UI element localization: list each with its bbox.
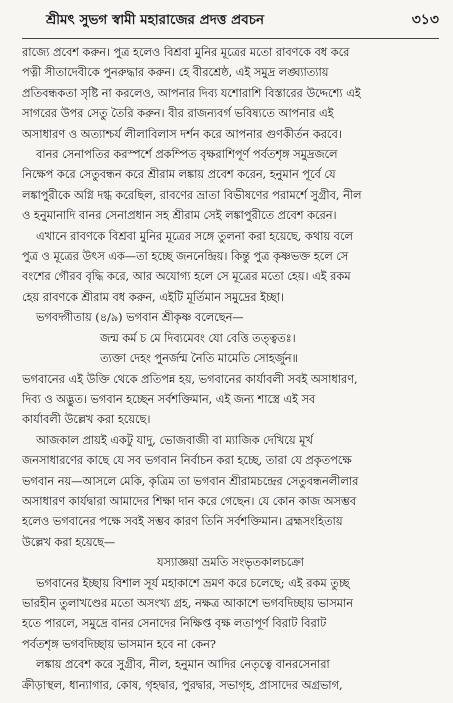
- text-line: ও হনুমানাদি বানর সেনাপ্রধান সহ শ্রীরাম সেই লঙ্কাপুরীতে প্রবেশ করেন।: [22, 209, 337, 223]
- page-number: ৩১৩: [411, 12, 439, 28]
- text-line: বানর সেনাপতির করস্পর্শে প্রকম্পিত বৃক্ষরাশিপূর্ণ পর্বতশৃঙ্গ সমুদ্রজলে: [36, 148, 338, 162]
- text-line: হলেও ভগবানের পক্ষে সবই সম্ভব কারণ তিনি সর্বশক্তিমান। ব্রহ্মসংহিতায়: [22, 515, 343, 529]
- verse-line: জন্ম কর্ম চ মে দিব্যমেবং যো বেত্তি তত্ত্বতঃ।: [100, 331, 296, 345]
- text-line: এখানে রাবণকে বিশ্রবা মুনির মূত্রের সঙ্গে তুলনা করা হয়েছে, কথায় বলে: [36, 229, 353, 243]
- text-line: নিক্ষেপ করে সেতুবন্ধন করে শ্রীরাম লঙ্কায় প্রবেশ করেন, হনুমান পূর্বে যে: [22, 168, 336, 182]
- text-line: ভগবানের ইচ্ছায় বিশাল সূর্য মহাকাশে ভ্রমণ করে চলেছে; এই রকম তুচ্ছ: [36, 576, 350, 590]
- text-line: লঙ্কাপুরীকে অগ্নি দগ্ধ করেছিল, রাবণের ভ্রাতা বিভীষণের পরামর্শে সুগ্রীব, নীল: [22, 188, 362, 202]
- text-line: পর্বতশৃঙ্গ ভগবদিচ্ছায় ভাসমান হবে না কেন?: [22, 637, 216, 651]
- text-line: ক্রীড়াস্থল, ধান্যাগার, কোষ, গৃহদ্বার, পুরদ্বার, সভাগৃহ, প্রাসাদের অগ্রভাগ,: [22, 678, 343, 692]
- body-text: [22, 43, 439, 696]
- text-line: আজকাল প্রায়ই একটু যাদু, ভোজবাজী বা ম্যাজিক দেখিয়ে মূর্খ: [36, 433, 313, 447]
- page-header: [22, 8, 439, 39]
- text-line: পত্নী সীতাদেবীকে পুনরুদ্ধার করুন। হে বীরশ্রেষ্ঠ, এই সমুদ্র লঙ্ঘ্যাত্যায়: [22, 66, 329, 80]
- text-line: ভগবানের এই উক্তি থেকে প্রতিপন্ন হয়, ভগবানের কার্যাবলী সবই অসাধারণ,: [22, 372, 358, 386]
- text-line: দিব্য ও অদ্ভুত। ভগবান হচ্ছেন সর্বশক্তিমান, এই জন্য শাস্ত্রে এই সব: [22, 392, 316, 406]
- text-line: জনসাধারণের কাছে যে সব ভগবান নির্বাচন করা হচ্ছে, তারা যে প্রকৃতপক্ষে: [22, 454, 352, 468]
- text-line: ভগবান নয়—আসলে মেকি, কৃত্রিম তা ভগবান শ্রীরামচন্দ্রের সেতুবন্ধনলীলার: [22, 474, 359, 488]
- text-line: পুত্র ও মূত্রের উৎস এক—তা হচ্ছে জননেন্দ্রিয়। কিন্তু পুত্র কৃষ্ণভক্ত হলে সে: [22, 250, 349, 264]
- text-line: প্রতিবন্ধকতা সৃষ্টি না করলেও, আপনার দিব্য যশোরাশি বিস্তারের উদ্দেশ্যে এই: [22, 86, 361, 100]
- text-line: অসাধারণ কার্যদ্বারা আমাদের শিক্ষা দান করে গেছেন। যে কোন কাজ অসম্ভব: [22, 494, 357, 508]
- text-line: উল্লেখ করা হয়েছে—: [22, 535, 116, 549]
- verse-line: যস্যাজ্ঞয়া ভ্রমতি সংভৃতকালচক্রো: [157, 556, 304, 570]
- text-line: রাজ্যে প্রবেশ করুন। পুত্র হলেও বিশ্রবা মুনির মূত্রের মতো রাবণকে বধ করে: [22, 46, 350, 59]
- text-line: হেয় রাবণকে শ্রীরাম বধ করুন, এইটি মূর্তিমান সমুদ্রের ইচ্ছা।: [22, 290, 285, 304]
- running-title: শ্রীমৎ সুভগ স্বামী মহারাজের প্রদত্ত প্রবচন: [46, 12, 265, 28]
- text-line: কার্যাবলী উল্লেখ করা হয়েছে।: [22, 413, 151, 427]
- text-line: হতে পারলে, সমুদ্রে বানর সেনাদের নিক্ষিপ্ত বৃক্ষ লতাপূর্ণ বিরাট বিরাট: [22, 617, 327, 631]
- text-line: সাগরের উপর সেতু তৈরি করুন। বীর রাজন্যবর্গ ভবিষ্যতে আপনার এই: [22, 107, 334, 121]
- verse-line: ত্যক্তা দেহং পুনর্জন্ম নৈতি মামেতি সোহর্জুন॥: [100, 352, 298, 366]
- text-line: ভারহীন তুলাখণ্ডের মতো অসংখ্য গ্রহ, নক্ষত্র আকাশে ভগবদিচ্ছায় ভাসমান: [22, 596, 353, 610]
- text-line: অসাধারণ ও অত্যাশ্চর্য লীলাবিলাস দর্শন করে আপনার গুণকীর্তন করবে।: [22, 127, 342, 141]
- text-line: বংশের গৌরব বৃদ্ধি করে, আর অযোগ্য হলে সে মূত্রের মতো হেয়। এই রকম: [22, 270, 351, 284]
- text-line: ভগবদ্গীতায় (৪/৯) ভগবান শ্রীকৃষ্ণ বলেছেন—: [36, 311, 244, 325]
- text-line: লঙ্কায় প্রবেশ করে সুগ্রীব, নীল, হনুমান আদির নেতৃত্বে বানরসেনারা: [36, 658, 330, 672]
